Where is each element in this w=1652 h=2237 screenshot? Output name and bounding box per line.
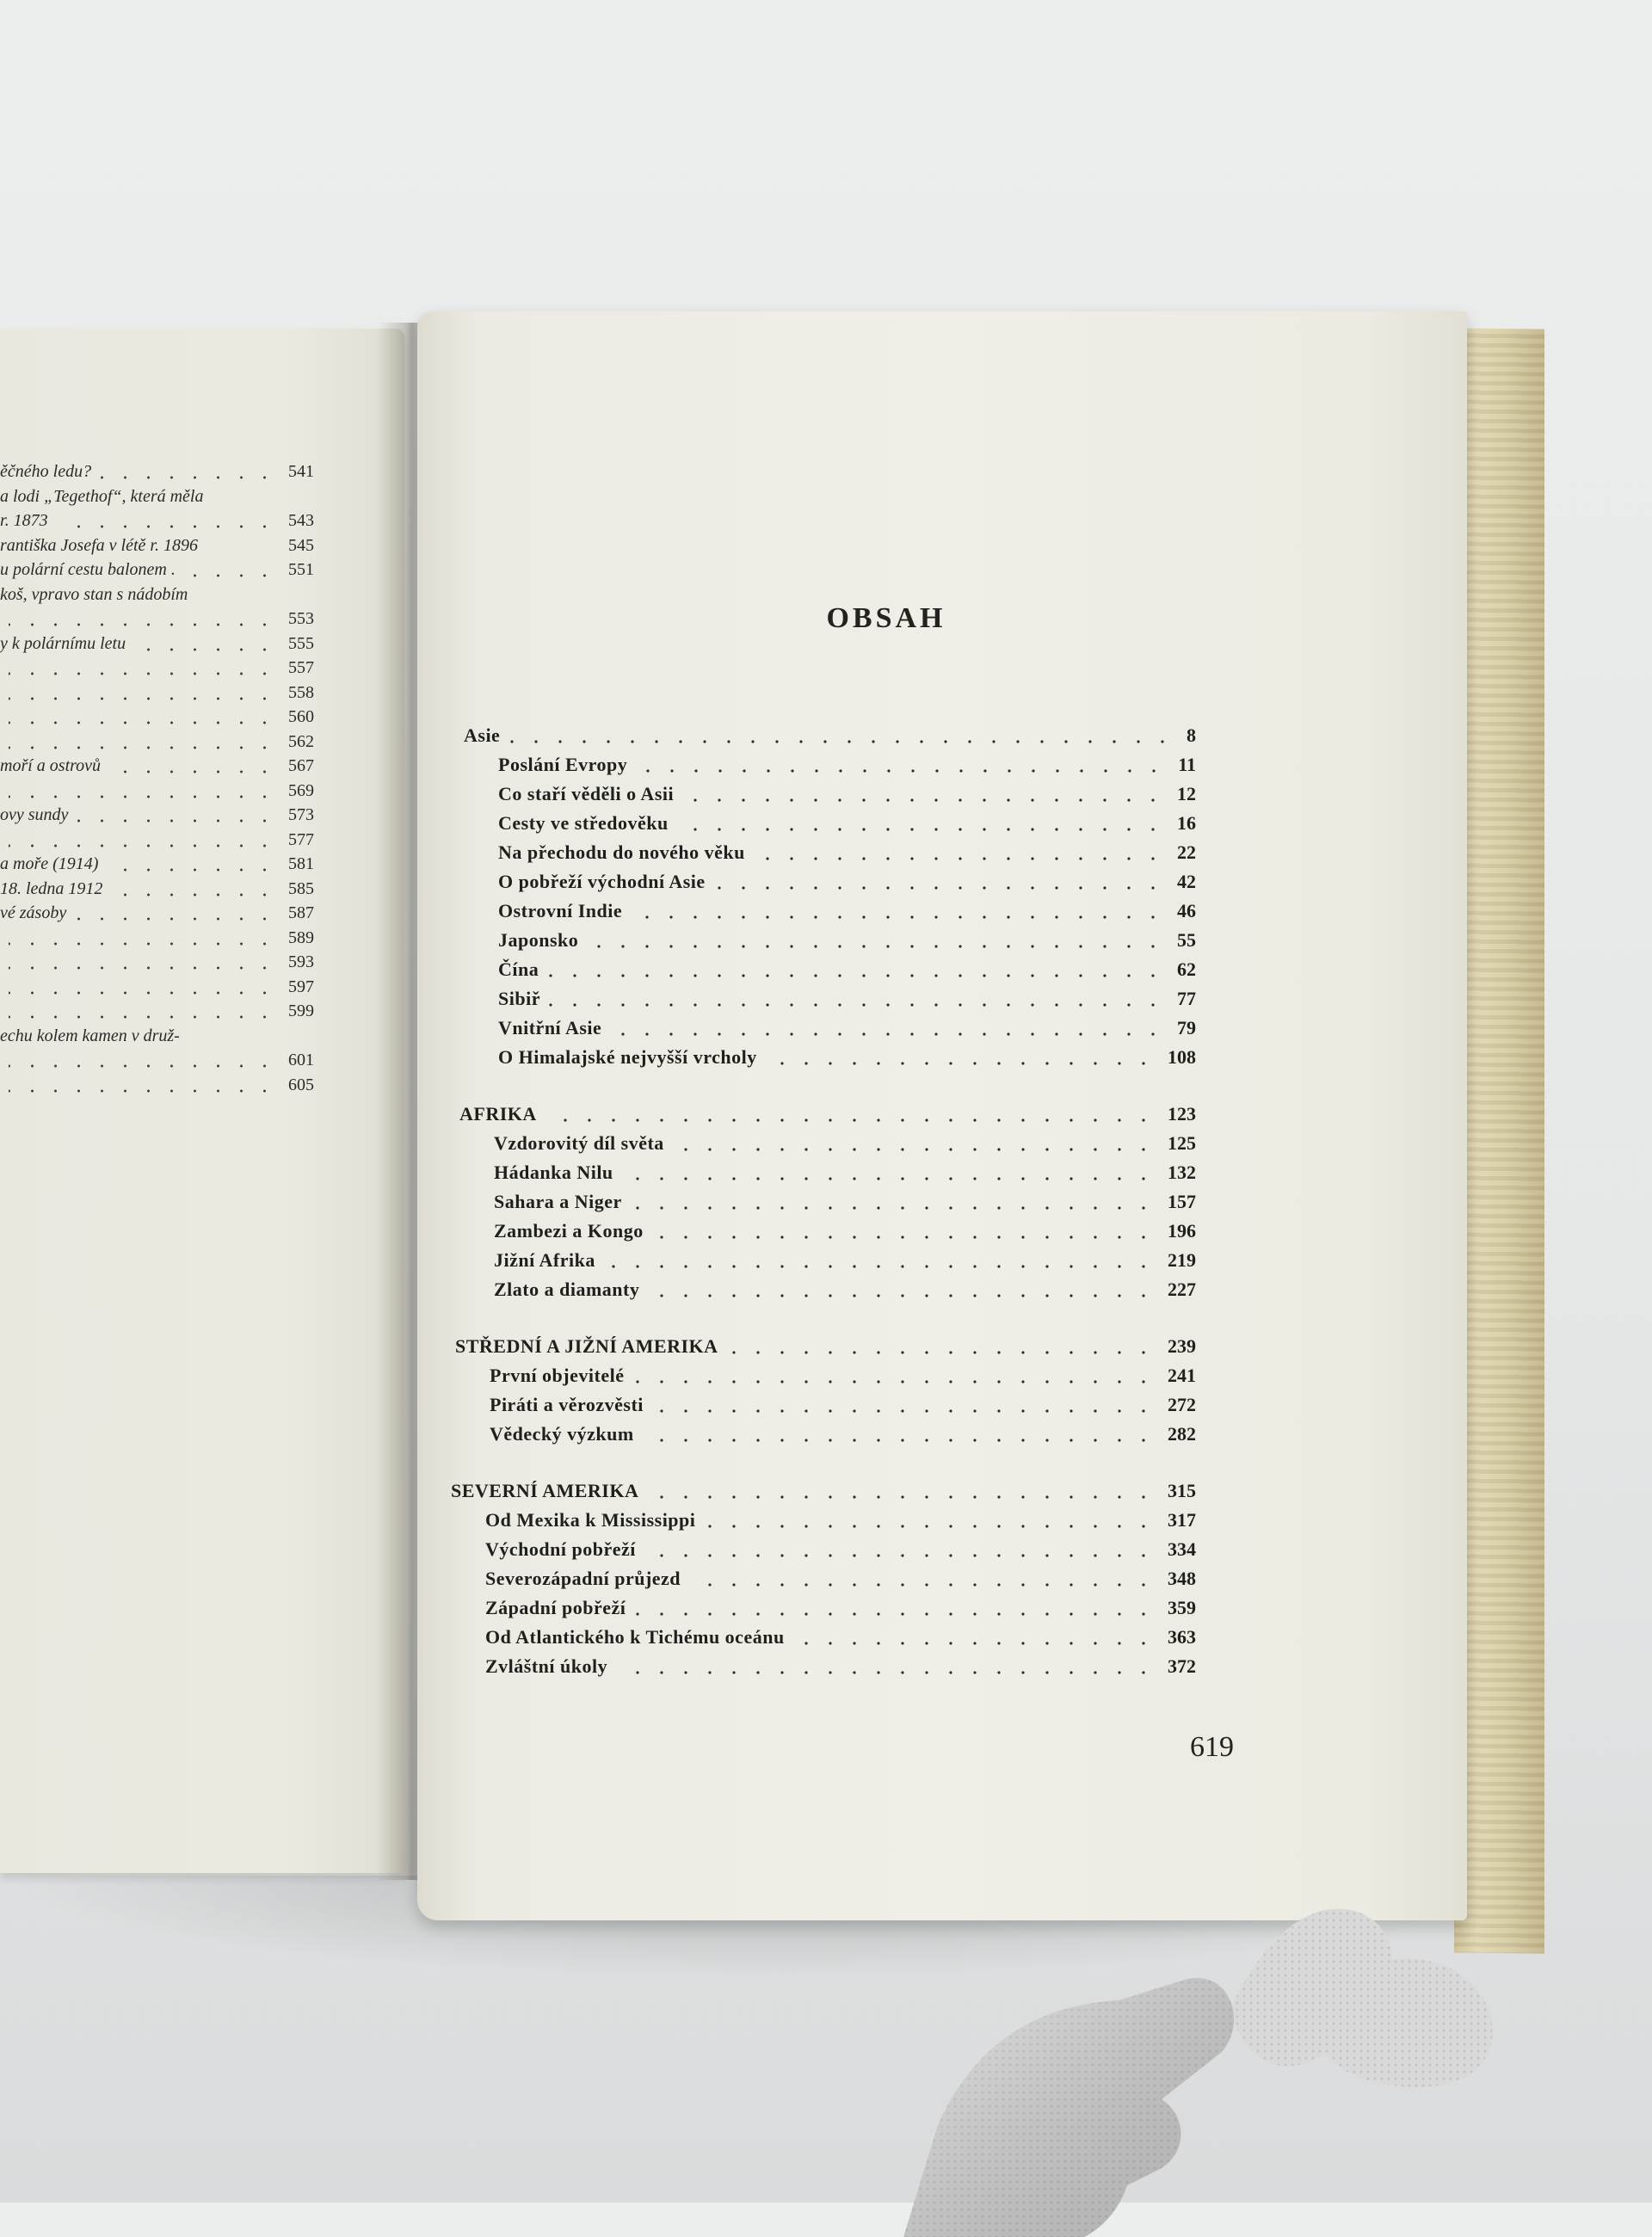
toc-page-number: 22 bbox=[1177, 841, 1196, 863]
toc-section-title: STŘEDNÍ A JIŽNÍ AMERIKA bbox=[455, 1335, 718, 1357]
page-title: OBSAH bbox=[826, 602, 946, 634]
left-toc-leader-dots bbox=[107, 868, 276, 872]
toc-entry-title: Sahara a Niger bbox=[494, 1191, 622, 1212]
left-toc-page: 597 bbox=[288, 977, 314, 996]
toc-entry bbox=[498, 783, 1196, 809]
left-toc-leader-dots bbox=[9, 721, 276, 724]
toc-entry-title: Zvláštní úkoly bbox=[485, 1655, 608, 1677]
left-toc-row bbox=[0, 634, 314, 658]
toc-entry-title: Od Atlantického k Tichému oceánu bbox=[485, 1626, 785, 1648]
toc-entry bbox=[498, 754, 1196, 780]
left-page bbox=[0, 329, 404, 1873]
toc-entry bbox=[494, 1191, 1196, 1217]
toc-entry-title: Na přechodu do nového věku bbox=[498, 841, 745, 863]
left-toc-row bbox=[0, 830, 314, 854]
toc-page-number: 282 bbox=[1168, 1423, 1196, 1445]
toc-entry-title: Zlato a diamanty bbox=[494, 1279, 640, 1300]
toc-entry-title: Vědecký výzkum bbox=[490, 1423, 634, 1445]
toc-entry-title: První objevitelé bbox=[490, 1365, 625, 1386]
toc-entry-title: Vnitřní Asie bbox=[498, 1017, 602, 1038]
left-toc-leader-dots bbox=[9, 844, 276, 847]
toc-entry bbox=[494, 1162, 1196, 1187]
left-toc-page: 589 bbox=[288, 927, 314, 947]
toc-page-number: 363 bbox=[1168, 1626, 1196, 1648]
toc-entry bbox=[490, 1394, 1196, 1420]
gloved-hand bbox=[903, 1841, 1652, 2237]
left-toc-row bbox=[0, 781, 314, 805]
left-toc-row bbox=[0, 462, 314, 486]
left-toc-row bbox=[0, 1001, 314, 1026]
toc-page-number: 11 bbox=[1178, 754, 1196, 775]
left-toc-page: 587 bbox=[288, 903, 314, 922]
toc-leader-dots bbox=[587, 945, 1165, 948]
toc-page-number: 157 bbox=[1168, 1191, 1196, 1212]
toc-entry bbox=[498, 988, 1196, 1014]
toc-section-heading bbox=[459, 1103, 1196, 1129]
toc-entry-title: Co staří věděli o Asii bbox=[498, 783, 675, 804]
left-toc-leader-dots bbox=[134, 648, 276, 651]
left-toc-page: 553 bbox=[288, 609, 314, 628]
left-toc-row bbox=[0, 805, 314, 829]
toc-entry-title: Piráti a věrozvěsti bbox=[490, 1394, 644, 1415]
toc-leader-dots bbox=[546, 1118, 1156, 1122]
left-toc-row bbox=[0, 732, 314, 756]
left-toc-leader-dots bbox=[184, 574, 276, 577]
left-toc-page: 555 bbox=[288, 633, 314, 653]
left-toc-row bbox=[0, 903, 314, 927]
toc-entry bbox=[490, 1423, 1196, 1449]
toc-page-number: 132 bbox=[1168, 1162, 1196, 1183]
toc-leader-dots bbox=[793, 1642, 1156, 1645]
left-toc-row bbox=[0, 928, 314, 952]
left-toc-text: rantiška Josefa v létě r. 1896 bbox=[0, 535, 198, 555]
toc-entry bbox=[494, 1220, 1196, 1246]
toc-leader-dots bbox=[547, 974, 1165, 977]
left-toc-row bbox=[0, 536, 314, 560]
left-toc-page: 558 bbox=[288, 682, 314, 702]
left-toc-page: 562 bbox=[288, 731, 314, 751]
toc-section-title: Asie bbox=[464, 724, 501, 746]
toc-section-title: SEVERNÍ AMERIKA bbox=[451, 1480, 639, 1501]
left-toc-leader-dots bbox=[9, 672, 276, 675]
toc-leader-dots bbox=[682, 798, 1165, 802]
toc-page-number: 55 bbox=[1177, 929, 1196, 951]
toc-page-number: 77 bbox=[1177, 988, 1196, 1009]
toc-entry-title: Poslání Evropy bbox=[498, 754, 628, 775]
left-toc-leader-dots bbox=[9, 966, 276, 970]
toc-leader-dots bbox=[604, 1265, 1156, 1268]
toc-entry bbox=[494, 1132, 1196, 1158]
toc-entry bbox=[498, 929, 1196, 955]
toc-page-number: 239 bbox=[1168, 1335, 1196, 1357]
left-toc-text: y k polárnímu letu bbox=[0, 633, 126, 653]
toc-leader-dots bbox=[714, 886, 1165, 890]
left-toc-page: 601 bbox=[288, 1051, 314, 1069]
toc-leader-dots bbox=[631, 1206, 1156, 1210]
toc-entry bbox=[498, 1046, 1196, 1072]
toc-leader-dots bbox=[644, 1554, 1156, 1557]
toc-entry bbox=[498, 958, 1196, 984]
toc-entry bbox=[498, 841, 1196, 867]
page-number: 619 bbox=[1190, 1731, 1234, 1763]
left-toc-text: a moře (1914) bbox=[0, 854, 99, 873]
toc-page-number: 62 bbox=[1177, 958, 1196, 980]
left-toc-leader-dots bbox=[9, 795, 276, 798]
toc-entry bbox=[485, 1655, 1196, 1681]
toc-leader-dots bbox=[634, 1612, 1156, 1616]
left-toc-text: ovy sundy bbox=[0, 805, 69, 824]
toc-entry-title: Východní pobřeží bbox=[485, 1538, 636, 1560]
left-toc-text: a lodi „Tegethof“, která měla bbox=[0, 486, 204, 506]
toc-section-heading bbox=[455, 1335, 1196, 1361]
toc-page-number: 359 bbox=[1168, 1597, 1196, 1618]
left-toc-row bbox=[0, 977, 314, 1001]
toc-entry bbox=[485, 1568, 1196, 1593]
left-toc-row bbox=[0, 487, 314, 511]
toc-page-number: 108 bbox=[1168, 1046, 1196, 1068]
toc-page-number: 123 bbox=[1168, 1103, 1196, 1125]
toc-leader-dots bbox=[652, 1236, 1156, 1239]
toc-entry bbox=[485, 1538, 1196, 1564]
toc-leader-dots bbox=[549, 1003, 1165, 1007]
toc-entry bbox=[494, 1279, 1196, 1304]
toc-entry-title: Zambezi a Kongo bbox=[494, 1220, 644, 1242]
left-toc-text: echu kolem kamen v druž- bbox=[0, 1026, 180, 1045]
left-toc-row bbox=[0, 560, 314, 584]
toc-section-title: AFRIKA bbox=[459, 1103, 537, 1125]
left-toc-row bbox=[0, 707, 314, 731]
left-toc-page: 543 bbox=[288, 511, 314, 530]
toc-leader-dots bbox=[643, 1439, 1156, 1442]
left-toc-page: 560 bbox=[288, 707, 314, 726]
toc-leader-dots bbox=[689, 1583, 1156, 1587]
toc-page-number: 317 bbox=[1168, 1509, 1196, 1531]
toc-leader-dots bbox=[636, 769, 1166, 773]
toc-entry bbox=[485, 1597, 1196, 1623]
left-toc-leader-dots bbox=[9, 623, 276, 626]
left-toc-text: r. 1873 bbox=[0, 511, 48, 530]
left-toc-page: 551 bbox=[288, 560, 314, 579]
left-toc-leader-dots bbox=[9, 1015, 276, 1019]
toc-page-number: 8 bbox=[1187, 724, 1196, 746]
toc-page-number: 219 bbox=[1168, 1249, 1196, 1271]
left-toc-leader-dots bbox=[9, 991, 276, 995]
toc-page-number: 46 bbox=[1177, 900, 1196, 921]
book-cover-edge bbox=[1454, 328, 1544, 1953]
glove-shade bbox=[903, 1978, 1234, 2237]
left-toc-row bbox=[0, 756, 314, 780]
toc-page-number: 348 bbox=[1168, 1568, 1196, 1589]
toc-entry-title: Hádanka Nilu bbox=[494, 1162, 613, 1183]
toc-entry-title: Severozápadní průjezd bbox=[485, 1568, 681, 1589]
left-toc-row bbox=[0, 1051, 314, 1075]
toc-leader-dots bbox=[754, 857, 1165, 860]
toc-entry-title: Západní pobřeží bbox=[485, 1597, 626, 1618]
toc-entry-title: Vzdorovitý díl světa bbox=[494, 1132, 664, 1154]
toc-entry bbox=[498, 900, 1196, 926]
left-toc-text: u polární cestu balonem . bbox=[0, 560, 176, 579]
left-toc-text: koš, vpravo stan s nádobím bbox=[0, 584, 188, 604]
left-toc-page: 577 bbox=[288, 829, 314, 849]
toc-leader-dots bbox=[766, 1062, 1156, 1065]
toc-leader-dots bbox=[610, 1032, 1165, 1036]
left-toc-text: 18. ledna 1912 bbox=[0, 878, 103, 898]
toc-entry bbox=[498, 1017, 1196, 1043]
left-toc-text: moří a ostrovů bbox=[0, 756, 102, 775]
toc-entry-title: Čína bbox=[498, 958, 539, 980]
left-toc-page: 573 bbox=[288, 805, 314, 824]
toc-leader-dots bbox=[648, 1294, 1156, 1297]
toc-page-number: 12 bbox=[1177, 783, 1196, 804]
left-toc-text: ěčného ledu? bbox=[0, 462, 92, 481]
left-toc-row bbox=[0, 511, 314, 535]
left-toc-row bbox=[0, 658, 314, 682]
left-toc-leader-dots bbox=[57, 525, 276, 528]
left-toc-leader-dots bbox=[111, 893, 276, 897]
toc-page-number: 315 bbox=[1168, 1480, 1196, 1501]
left-toc-row bbox=[0, 609, 314, 633]
toc-page-number: 196 bbox=[1168, 1220, 1196, 1242]
toc-entry bbox=[485, 1509, 1196, 1535]
toc-section-heading bbox=[451, 1480, 1196, 1506]
left-toc-leader-dots bbox=[9, 1089, 276, 1093]
toc-entry-title: Japonsko bbox=[498, 929, 579, 951]
toc-leader-dots bbox=[632, 1380, 1156, 1383]
left-toc-leader-dots bbox=[75, 917, 276, 921]
left-toc-leader-dots bbox=[109, 770, 276, 773]
left-toc-leader-dots bbox=[100, 476, 276, 479]
toc-entry-title: Ostrovní Indie bbox=[498, 900, 623, 921]
toc-leader-dots bbox=[622, 1177, 1156, 1180]
toc-entry bbox=[498, 812, 1196, 838]
right-page bbox=[417, 311, 1467, 1920]
toc-section-heading bbox=[464, 724, 1196, 750]
left-toc-page: 557 bbox=[288, 658, 314, 677]
toc-page-number: 16 bbox=[1177, 812, 1196, 834]
left-toc-page: 599 bbox=[288, 1001, 314, 1020]
toc-leader-dots bbox=[647, 1495, 1156, 1499]
toc-entry-title: O Himalajské nejvyšší vrcholy bbox=[498, 1046, 757, 1068]
toc-page-number: 125 bbox=[1168, 1132, 1196, 1154]
toc-page-number: 42 bbox=[1177, 871, 1196, 892]
toc-leader-dots bbox=[704, 1525, 1156, 1528]
toc-entry-title: Jižní Afrika bbox=[494, 1249, 595, 1271]
left-toc-row bbox=[0, 585, 314, 609]
toc-leader-dots bbox=[673, 1148, 1156, 1151]
toc-page-number: 241 bbox=[1168, 1365, 1196, 1386]
left-toc-page: 585 bbox=[288, 878, 314, 898]
toc-entry bbox=[498, 871, 1196, 897]
toc-leader-dots bbox=[677, 828, 1165, 831]
toc-entry-title: Cesty ve středověku bbox=[498, 812, 669, 834]
toc-page-number: 227 bbox=[1168, 1279, 1196, 1300]
left-toc-page: 605 bbox=[288, 1075, 314, 1094]
left-toc-row bbox=[0, 854, 314, 878]
toc-entry-title: Od Mexika k Mississippi bbox=[485, 1509, 696, 1531]
left-toc-leader-dots bbox=[9, 697, 276, 700]
toc-entry-title: O pobřeží východní Asie bbox=[498, 871, 706, 892]
toc-entry-title: Sibiř bbox=[498, 988, 540, 1009]
left-toc-page: 545 bbox=[288, 535, 314, 555]
left-toc-page: 541 bbox=[288, 462, 314, 481]
toc-page-number: 79 bbox=[1177, 1017, 1196, 1038]
left-toc-leader-dots bbox=[9, 746, 276, 749]
left-toc-text: vé zásoby bbox=[0, 903, 67, 922]
left-toc-row bbox=[0, 879, 314, 903]
left-toc-page: 581 bbox=[288, 854, 314, 873]
left-toc-page: 567 bbox=[288, 756, 314, 775]
toc-leader-dots bbox=[509, 740, 1174, 743]
left-toc-row bbox=[0, 683, 314, 707]
toc-leader-dots bbox=[652, 1409, 1156, 1413]
toc-entry bbox=[485, 1626, 1196, 1652]
toc-page-number: 372 bbox=[1168, 1655, 1196, 1677]
toc-page-number: 272 bbox=[1168, 1394, 1196, 1415]
left-toc-page: 569 bbox=[288, 780, 314, 800]
left-toc-leader-dots bbox=[9, 942, 276, 946]
toc-page-number: 334 bbox=[1168, 1538, 1196, 1560]
toc-entry bbox=[490, 1365, 1196, 1390]
left-toc-row bbox=[0, 1075, 314, 1100]
left-toc-leader-dots bbox=[9, 1064, 276, 1068]
toc-leader-dots bbox=[727, 1351, 1156, 1354]
toc-entry bbox=[494, 1249, 1196, 1275]
left-toc-leader-dots bbox=[77, 819, 276, 823]
toc-leader-dots bbox=[616, 1671, 1156, 1674]
left-toc-row bbox=[0, 1026, 314, 1051]
toc-leader-dots bbox=[631, 915, 1165, 919]
left-toc-page: 593 bbox=[288, 952, 314, 971]
left-toc-row bbox=[0, 952, 314, 977]
